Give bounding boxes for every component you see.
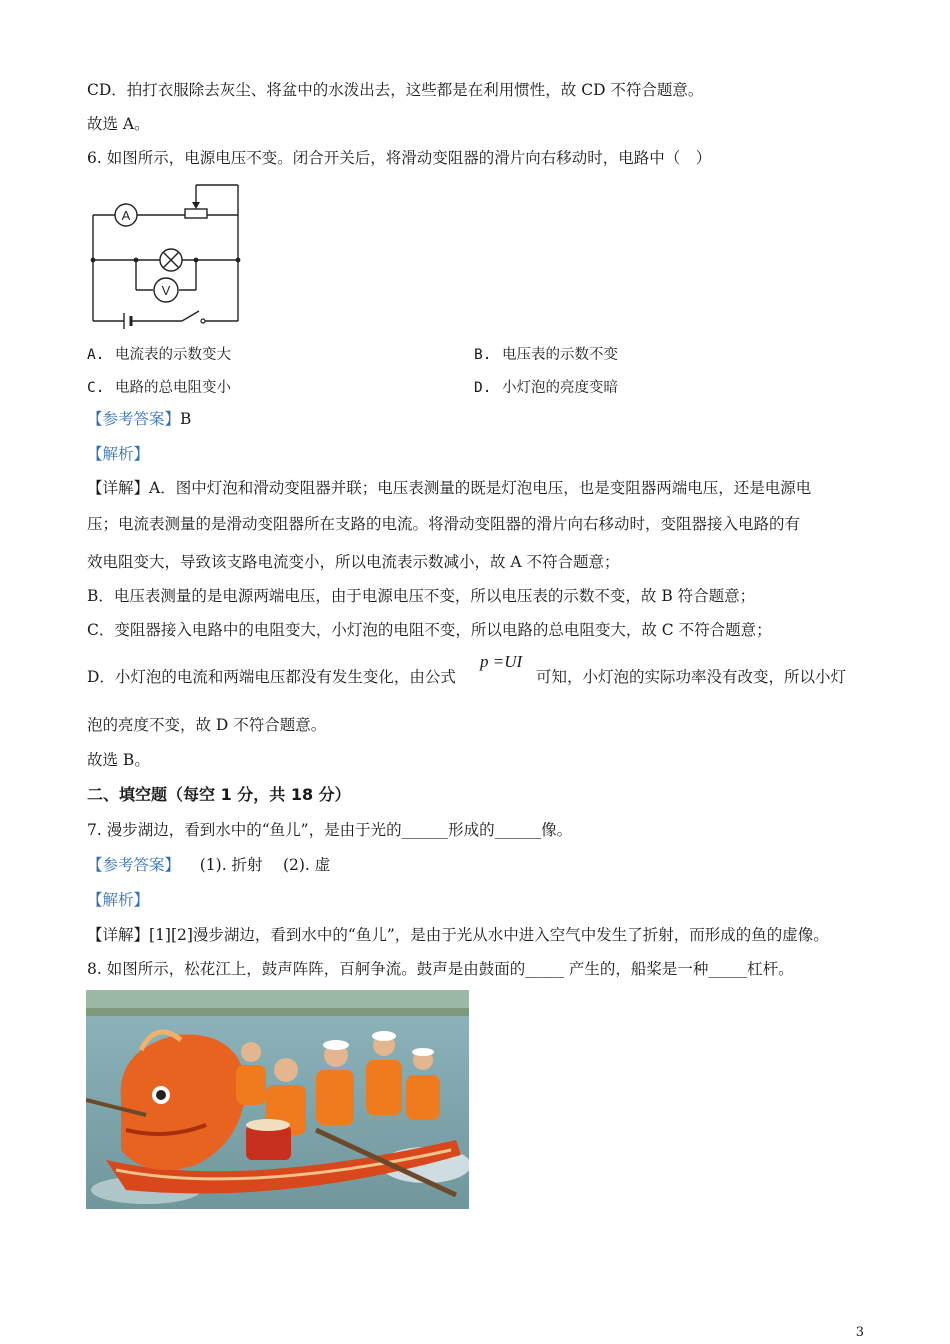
analysis-label: 【解析】 [87, 891, 150, 909]
switch-contact [201, 319, 205, 323]
detail-6-line: D．小灯泡的电流和两端电压都没有发生变化，由公式 [87, 668, 456, 686]
section-heading: 二、填空题（每空 1 分，共 18 分） [87, 785, 351, 804]
detail-6-line [87, 478, 811, 498]
detail-label: 【详解】 [87, 479, 150, 497]
detail-6-line: 压；电流表测量的是滑动变阻器所在支路的电流。将滑动变阻器的滑片向右移动时，变阻器接入电路的有 [87, 515, 801, 533]
answer-6 [87, 409, 191, 429]
option-c [87, 376, 231, 397]
text-line: CD．拍打衣服除去灰尘、将盆中的水泼出去，这些都是在利用惯性，故 CD 不符合题意。 [87, 81, 704, 99]
answer-value: (1). 折射 (2). 虚 [199, 856, 331, 874]
analysis-label: 【解析】 [87, 445, 150, 463]
option-a-text: 电流表的示数变大 [115, 347, 231, 363]
answer-label: 【参考答案】 [87, 856, 181, 874]
option-b-letter: B. [474, 347, 492, 363]
option-c-letter: C. [87, 380, 105, 396]
question-7: 7. 漫步湖边，看到水中的“鱼儿”，是由于光的______形成的______像。 [87, 821, 573, 839]
detail-label: 【详解】 [87, 926, 150, 944]
question-8: 8. 如图所示，松花江上，鼓声阵阵，百舸争流。鼓声是由鼓面的_____ 产生的，船桨是一种_____杠杆。 [87, 960, 794, 978]
option-b-text: 电压表的示数不变 [502, 347, 618, 363]
option-a [87, 343, 231, 364]
answer-value: B [180, 410, 192, 428]
option-c-text: 电路的总电阻变小 [115, 380, 231, 396]
detail-6-line: 效电阻变大，导致该支路电流变小，所以电流表示数减小，故 A 不符合题意； [87, 553, 620, 571]
formula: p =UI [480, 652, 523, 671]
option-d [474, 376, 618, 397]
page-number: 3 [855, 1325, 864, 1340]
option-b [474, 343, 618, 364]
detail-6-line: 泡的亮度不变，故 D 不符合题意。 [87, 716, 327, 734]
slider-arrow [192, 202, 200, 209]
answer-label: 【参考答案】 [87, 410, 181, 428]
dragon-boat-photo [86, 990, 469, 1209]
detail-text: A．图中灯泡和滑动变阻器并联；电压表测量的既是灯泡电压，也是变阻器两端电压，还是电源电 [149, 479, 812, 497]
detail-6-line: C．变阻器接入电路中的电阻变大，小灯泡的电阻不变，所以电路的总电阻变大，故 C 不符合题意； [87, 621, 772, 639]
ammeter-label: A [121, 208, 131, 223]
rheostat [185, 209, 207, 218]
option-d-letter: D. [474, 380, 492, 396]
detail-6-line: 可知，小灯泡的实际功率没有改变，所以小灯 [536, 668, 847, 686]
option-d-text: 小灯泡的亮度变暗 [502, 380, 618, 396]
option-a-letter: A. [87, 347, 105, 363]
text-line: 故选 A。 [87, 115, 150, 133]
voltmeter-label: V [161, 283, 171, 298]
text-line: 故选 B。 [87, 751, 150, 769]
detail-7 [87, 925, 829, 945]
detail-text: [1][2]漫步湖边，看到水中的“鱼儿”，是由于光从水中进入空气中发生了折射，而形成的鱼的虚像。 [149, 926, 829, 944]
answer-7 [87, 855, 330, 875]
circuit-diagram [86, 180, 248, 330]
detail-6-line: B．电压表测量的是电源两端电压，由于电源电压不变，所以电压表的示数不变，故 B 符合题意； [87, 587, 756, 605]
question-6: 6. 如图所示，电源电压不变。闭合开关后，将滑动变阻器的滑片向右移动时，电路中（ ） [87, 149, 712, 167]
